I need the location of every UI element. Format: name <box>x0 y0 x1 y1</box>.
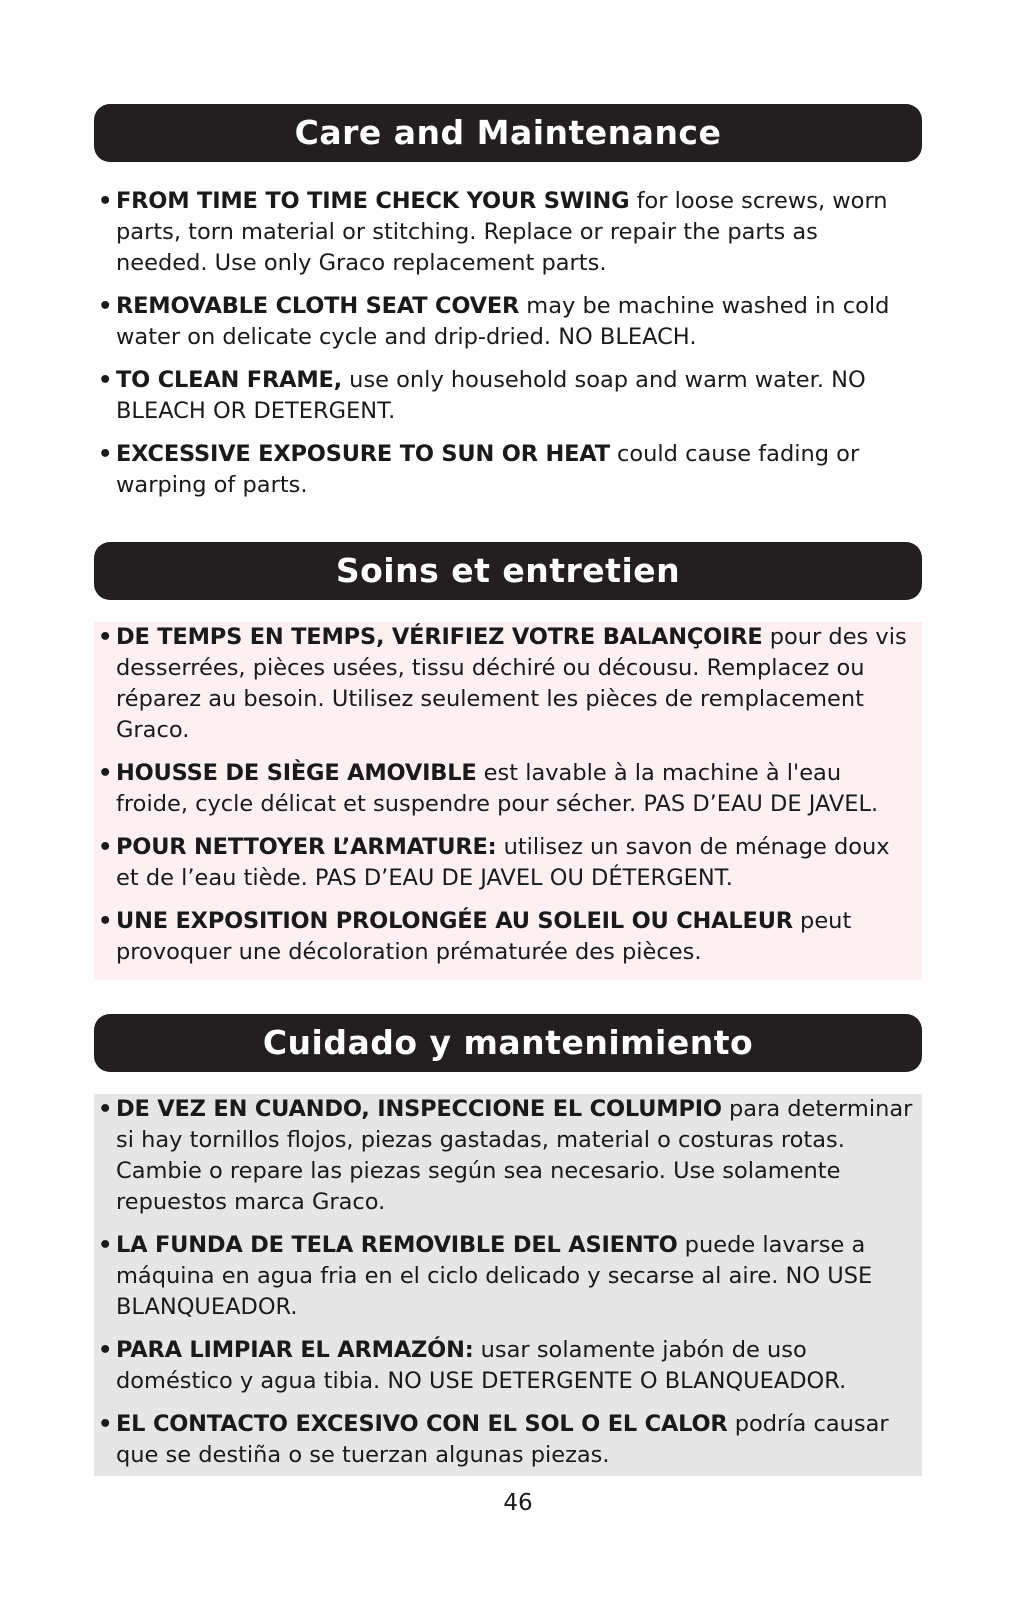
item-text: puede lavarse a máquina en agua fria en el ciclo delicado y secarse al aire. NO USE BLANQUEADOR. <box>116 1232 873 1320</box>
bullet-glyph: • <box>98 441 113 467</box>
soins-entretien-list-block <box>94 622 922 980</box>
item-text: para determinar si hay tornillos flojos, piezas gastadas, material o costuras rotas. Cambie o repare las piezas según sea necesario. Use solamente repuestos marca Graco. <box>116 1096 913 1215</box>
bullet-glyph: • <box>98 908 113 934</box>
list-item <box>94 439 916 501</box>
list-item <box>94 291 916 353</box>
item-lead: HOUSSE DE SIÈGE AMOVIBLE <box>116 760 477 786</box>
bullet-glyph: • <box>98 624 113 650</box>
item-lead: FROM TIME TO TIME CHECK YOUR SWING <box>116 188 630 214</box>
bullet-glyph: • <box>98 834 113 860</box>
item-text: may be machine washed in cold water on delicate cycle and drip-dried. NO BLEACH. <box>116 293 890 350</box>
list-item <box>94 622 916 746</box>
item-lead: REMOVABLE CLOTH SEAT COVER <box>116 293 520 319</box>
item-lead: PARA LIMPIAR EL ARMAZÓN: <box>116 1337 474 1363</box>
list-item <box>94 1335 916 1397</box>
section-title-soins-entretien: Soins et entretien <box>94 542 922 600</box>
item-lead: UNE EXPOSITION PROLONGÉE AU SOLEIL OU CHALEUR <box>116 908 793 934</box>
cuidado-mantenimiento-list-block <box>94 1094 922 1476</box>
section-title-cuidado-mantenimiento: Cuidado y mantenimiento <box>94 1014 922 1072</box>
list-item <box>94 758 916 820</box>
item-lead: EL CONTACTO EXCESIVO CON EL SOL O EL CALOR <box>116 1411 728 1437</box>
item-lead: EXCESSIVE EXPOSURE TO SUN OR HEAT <box>116 441 610 467</box>
item-text: use only household soap and warm water. NO BLEACH OR DETERGENT. <box>116 367 866 424</box>
item-text: est lavable à la machine à l'eau froide, cycle délicat et suspendre pour sécher. PAS D’EAU DE JAVEL. <box>116 760 879 817</box>
item-text: could cause fading or warping of parts. <box>116 441 860 498</box>
item-text: utilisez un savon de ménage doux et de l’eau tiède. PAS D’EAU DE JAVEL OU DÉTERGENT. <box>116 834 890 891</box>
item-text: for loose screws, worn parts, torn material or stitching. Replace or repair the parts as needed. Use only Graco replacement parts. <box>116 188 888 276</box>
item-text: pour des vis desserrées, pièces usées, tissu déchiré ou décousu. Remplacez ou réparez au besoin. Utilisez seulement les pièces de remplacement Graco. <box>116 624 907 743</box>
care-maintenance-list-block <box>94 186 922 501</box>
bullet-glyph: • <box>98 367 113 393</box>
item-lead: DE VEZ EN CUANDO, INSPECCIONE EL COLUMPIO <box>116 1096 722 1122</box>
list-item <box>94 1094 916 1218</box>
item-text: peut provoquer une décoloration prématurée des pièces. <box>116 908 852 965</box>
list-item <box>94 365 916 427</box>
list-item <box>94 1230 916 1323</box>
section-title-care-maintenance: Care and Maintenance <box>94 104 922 162</box>
page-number: 46 <box>503 1490 533 1516</box>
item-text: podría causar que se destiña o se tuerzan algunas piezas. <box>116 1411 889 1468</box>
list-item <box>94 906 916 968</box>
item-lead: TO CLEAN FRAME, <box>116 367 343 393</box>
bullet-glyph: • <box>98 1337 113 1363</box>
item-text: usar solamente jabón de uso doméstico y agua tibia. NO USE DETERGENTE O BLANQUEADOR. <box>116 1337 847 1394</box>
cuidado-mantenimiento-list <box>94 1094 916 1471</box>
bullet-glyph: • <box>98 1411 113 1437</box>
item-lead: DE TEMPS EN TEMPS, VÉRIFIEZ VOTRE BALANÇOIRE <box>116 624 763 650</box>
item-lead: POUR NETTOYER L’ARMATURE: <box>116 834 497 860</box>
list-item <box>94 832 916 894</box>
bullet-glyph: • <box>98 293 113 319</box>
bullet-glyph: • <box>98 760 113 786</box>
item-lead: LA FUNDA DE TELA REMOVIBLE DEL ASIENTO <box>116 1232 678 1258</box>
care-maintenance-list <box>94 186 916 501</box>
bullet-glyph: • <box>98 1232 113 1258</box>
soins-entretien-list <box>94 622 916 968</box>
list-item <box>94 1409 916 1471</box>
list-item <box>94 186 916 279</box>
bullet-glyph: • <box>98 1096 113 1122</box>
bullet-glyph: • <box>98 188 113 214</box>
